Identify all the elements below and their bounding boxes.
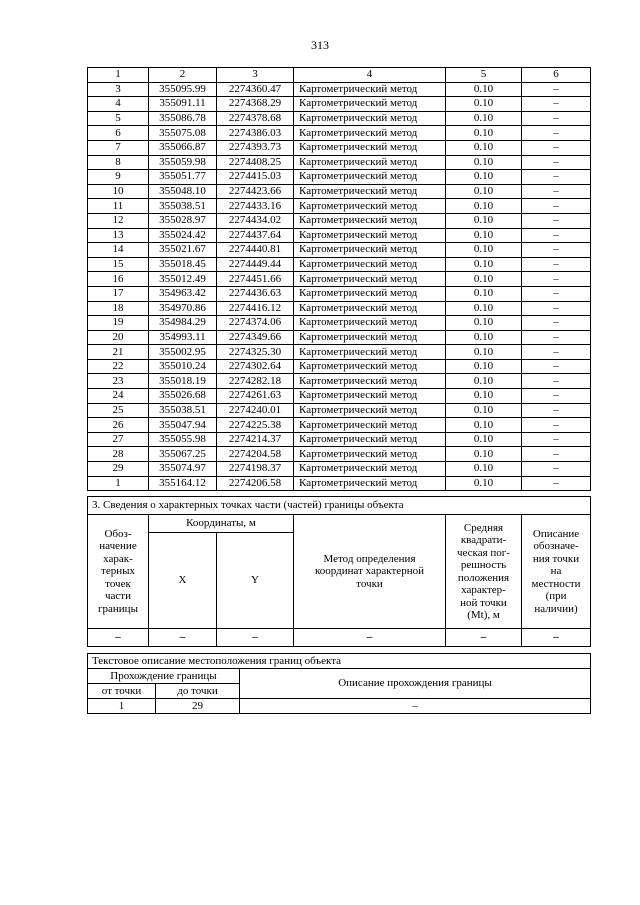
table-row [88, 126, 591, 141]
text-description-title: Текстовое описание местоположения границ объекта [88, 654, 591, 669]
table-row [88, 286, 591, 301]
table-cell: 355026.68 [149, 389, 217, 404]
table-cell: 2274240.01 [217, 403, 294, 418]
table-cell: – [522, 476, 591, 491]
table-cell: 0.10 [446, 111, 522, 126]
table-cell: – [522, 462, 591, 477]
table-cell: 2274378.68 [217, 111, 294, 126]
table-row [88, 374, 591, 389]
table-row [88, 418, 591, 433]
table-cell: 355021.67 [149, 243, 217, 258]
point-designation-label: Обоз- начение харак- терных точек части границы [98, 527, 138, 615]
table-cell: 355024.42 [149, 228, 217, 243]
table-cell: 26 [88, 418, 149, 433]
table-cell: 2274374.06 [217, 316, 294, 331]
table-cell: 9 [88, 170, 149, 185]
table-cell: Картометрический метод [294, 359, 446, 374]
table-cell: Картометрический метод [294, 389, 446, 404]
table-cell: 5 [88, 111, 149, 126]
table-cell: 0.10 [446, 447, 522, 462]
table-cell: 0.10 [446, 462, 522, 477]
table-cell: – [522, 184, 591, 199]
table-cell: 2274225.38 [217, 418, 294, 433]
method-label: Метод определения координат характерной точки [315, 552, 424, 590]
table-cell: 0.10 [446, 432, 522, 447]
table-cell: Картометрический метод [294, 82, 446, 97]
table-cell: 355095.99 [149, 82, 217, 97]
table-cell: 355164.12 [149, 476, 217, 491]
table-cell: 355002.95 [149, 345, 217, 360]
table-cell: 0.10 [446, 301, 522, 316]
table-cell: Картометрический метод [294, 272, 446, 287]
method-header [294, 515, 446, 629]
table-row [88, 243, 591, 258]
table-row [88, 301, 591, 316]
table-cell: Картометрический метод [294, 213, 446, 228]
table-cell: 0.10 [446, 403, 522, 418]
table-cell: Картометрический метод [294, 330, 446, 345]
table-cell: 16 [88, 272, 149, 287]
table-row [88, 82, 591, 97]
table-cell: Картометрический метод [294, 140, 446, 155]
table-cell: 2274368.29 [217, 97, 294, 112]
table-cell: 0.10 [446, 374, 522, 389]
table-cell: 0.10 [446, 213, 522, 228]
table-cell: – [522, 403, 591, 418]
table-cell: 22 [88, 359, 149, 374]
x-header: X [149, 533, 217, 629]
table-cell: – [522, 111, 591, 126]
table-cell: 17 [88, 286, 149, 301]
table-cell: 355074.97 [149, 462, 217, 477]
table-cell: – [522, 432, 591, 447]
table-cell: – [522, 140, 591, 155]
accuracy-label: Средняя квадрати- ческая пог- решность положения характер- ной точки (Mt), м [456, 521, 510, 621]
table-cell: – [522, 126, 591, 141]
table-cell: – [522, 170, 591, 185]
table-cell: Картометрический метод [294, 345, 446, 360]
table-cell: 0.10 [446, 316, 522, 331]
table-cell: 2274408.25 [217, 155, 294, 170]
coordinates-table-body [88, 82, 591, 491]
table-cell: – [522, 82, 591, 97]
table-cell: Картометрический метод [294, 126, 446, 141]
table-cell: – [522, 316, 591, 331]
table-cell: 0.10 [446, 199, 522, 214]
table-row [88, 462, 591, 477]
passage-description-header: Описание прохождения границы [240, 669, 591, 699]
table-cell: 2274214.37 [217, 432, 294, 447]
header-row [88, 68, 591, 83]
table-cell: 355047.94 [149, 418, 217, 433]
table-cell: 2274349.66 [217, 330, 294, 345]
table-cell: 2274204.58 [217, 447, 294, 462]
table-cell: – [522, 199, 591, 214]
table-cell: 355086.78 [149, 111, 217, 126]
dash-cell: – [446, 629, 522, 647]
table-cell: Картометрический метод [294, 403, 446, 418]
table-cell: 354984.29 [149, 316, 217, 331]
table-cell: 10 [88, 184, 149, 199]
table-row [88, 447, 591, 462]
table-cell: – [522, 228, 591, 243]
table-cell: 0.10 [446, 126, 522, 141]
table-cell: Картометрический метод [294, 374, 446, 389]
table-cell: 355055.98 [149, 432, 217, 447]
table-cell: Картометрический метод [294, 257, 446, 272]
table-row [88, 272, 591, 287]
table-cell: Картометрический метод [294, 447, 446, 462]
table-cell: – [522, 301, 591, 316]
table-cell: 355051.77 [149, 170, 217, 185]
page-number: 313 [311, 38, 329, 52]
coordinates-header: Координаты, м [149, 515, 294, 533]
table-cell: 21 [88, 345, 149, 360]
dash-cell: – [522, 629, 591, 647]
table-row [88, 359, 591, 374]
table-cell: 0.10 [446, 476, 522, 491]
table-cell: 15 [88, 257, 149, 272]
table-cell: 0.10 [446, 359, 522, 374]
table-cell: 29 [88, 462, 149, 477]
table-cell: – [522, 447, 591, 462]
table-row [88, 155, 591, 170]
table-cell: 355048.10 [149, 184, 217, 199]
table-cell: – [522, 359, 591, 374]
table-row [88, 97, 591, 112]
table-cell: 355018.19 [149, 374, 217, 389]
table-cell: Картометрический метод [294, 301, 446, 316]
table-cell: Картометрический метод [294, 199, 446, 214]
dash-cell: – [149, 629, 217, 647]
text-description-table [87, 653, 591, 714]
table-cell: 12 [88, 213, 149, 228]
table-cell: 2274386.03 [217, 126, 294, 141]
table-cell: 24 [88, 389, 149, 404]
to-point-value: 29 [156, 699, 240, 714]
table-cell: Картометрический метод [294, 155, 446, 170]
table-cell: 0.10 [446, 228, 522, 243]
from-point-header: от точки [88, 684, 156, 699]
table-cell: 354963.42 [149, 286, 217, 301]
table-cell: Картометрический метод [294, 170, 446, 185]
table-cell: Картометрический метод [294, 316, 446, 331]
from-point-value: 1 [88, 699, 156, 714]
table-cell: 2274302.64 [217, 359, 294, 374]
accuracy-header [446, 515, 522, 629]
table-row [88, 316, 591, 331]
dash-cell: – [294, 629, 446, 647]
section3-title: 3. Сведения о характерных точках части (частей) границы объекта [88, 497, 591, 515]
table-cell: – [522, 330, 591, 345]
table-cell: 2274449.44 [217, 257, 294, 272]
table-cell: 0.10 [446, 389, 522, 404]
description-label: Описание обозначе- ния точки на местности (при наличии) [531, 527, 581, 615]
table-cell: 355067.25 [149, 447, 217, 462]
table-row [88, 213, 591, 228]
table-cell: – [522, 155, 591, 170]
table-cell: 355018.45 [149, 257, 217, 272]
dash-cell: – [88, 629, 149, 647]
table-cell: Картометрический метод [294, 184, 446, 199]
table-cell: 355059.98 [149, 155, 217, 170]
table-cell: 0.10 [446, 345, 522, 360]
table-cell: 0.10 [446, 140, 522, 155]
table-cell: – [522, 374, 591, 389]
table-cell: 0.10 [446, 286, 522, 301]
y-header: Y [217, 533, 294, 629]
table-cell: – [522, 418, 591, 433]
table-cell: 355066.87 [149, 140, 217, 155]
table-cell: 19 [88, 316, 149, 331]
table-cell: 2274206.58 [217, 476, 294, 491]
table-cell: 28 [88, 447, 149, 462]
table-cell: 14 [88, 243, 149, 258]
table-cell: Картометрический метод [294, 243, 446, 258]
table-cell: 11 [88, 199, 149, 214]
table-row [88, 257, 591, 272]
table-cell: 0.10 [446, 184, 522, 199]
table-cell: – [522, 286, 591, 301]
table-cell: 1 [88, 476, 149, 491]
coordinates-table [87, 67, 591, 491]
table-row [88, 432, 591, 447]
table-cell: 2274282.18 [217, 374, 294, 389]
table-cell: 2274393.73 [217, 140, 294, 155]
table-row [88, 140, 591, 155]
table-cell: – [522, 272, 591, 287]
table-cell: Картометрический метод [294, 111, 446, 126]
table-cell: 2274451.66 [217, 272, 294, 287]
table-cell: 2274436.63 [217, 286, 294, 301]
table-cell: – [522, 257, 591, 272]
table-cell: 2274360.47 [217, 82, 294, 97]
table-cell: 355075.08 [149, 126, 217, 141]
table-cell: 2274437.64 [217, 228, 294, 243]
table-cell: 2274423.66 [217, 184, 294, 199]
table-cell: 355038.51 [149, 199, 217, 214]
table-cell: – [522, 243, 591, 258]
table-cell: 355012.49 [149, 272, 217, 287]
section3-table [87, 496, 591, 647]
table-cell: – [522, 213, 591, 228]
table-row [88, 228, 591, 243]
table-row [88, 403, 591, 418]
table-cell: 354970.86 [149, 301, 217, 316]
table-cell: 0.10 [446, 257, 522, 272]
table-cell: Картометрический метод [294, 228, 446, 243]
table-cell: 2274325.30 [217, 345, 294, 360]
table-cell: 0.10 [446, 418, 522, 433]
table-cell: 8 [88, 155, 149, 170]
header-cell: 3 [217, 68, 294, 83]
table-cell: Картометрический метод [294, 462, 446, 477]
table-cell: 0.10 [446, 330, 522, 345]
table-cell: Картометрический метод [294, 286, 446, 301]
table-cell: 18 [88, 301, 149, 316]
table-row [88, 111, 591, 126]
header-cell: 6 [522, 68, 591, 83]
table-cell: 2274198.37 [217, 462, 294, 477]
passage-header: Прохождение границы [88, 669, 240, 684]
table-cell: Картометрический метод [294, 418, 446, 433]
table-cell: 355028.97 [149, 213, 217, 228]
table-cell: Картометрический метод [294, 476, 446, 491]
table-cell: Картометрический метод [294, 432, 446, 447]
table-row [88, 184, 591, 199]
table-cell: 0.10 [446, 272, 522, 287]
table-row [88, 476, 591, 491]
table-cell: 355091.11 [149, 97, 217, 112]
table-cell: 25 [88, 403, 149, 418]
header-cell: 2 [149, 68, 217, 83]
table-row [88, 199, 591, 214]
table-cell: 0.10 [446, 155, 522, 170]
table-cell: 6 [88, 126, 149, 141]
dash-cell: – [217, 629, 294, 647]
table-cell: 2274415.03 [217, 170, 294, 185]
table-cell: 4 [88, 97, 149, 112]
point-designation-header [88, 515, 149, 629]
table-row [88, 345, 591, 360]
table-cell: 2274261.63 [217, 389, 294, 404]
table-cell: 20 [88, 330, 149, 345]
to-point-header: до точки [156, 684, 240, 699]
table-row [88, 330, 591, 345]
table-cell: 0.10 [446, 170, 522, 185]
table-cell: – [522, 97, 591, 112]
table-cell: 27 [88, 432, 149, 447]
header-cell: 4 [294, 68, 446, 83]
table-cell: – [522, 345, 591, 360]
table-cell: 2274433.16 [217, 199, 294, 214]
passage-description-value: – [240, 699, 591, 714]
table-cell: – [522, 389, 591, 404]
table-cell: 7 [88, 140, 149, 155]
table-cell: Картометрический метод [294, 97, 446, 112]
description-header [522, 515, 591, 629]
table-cell: 2274434.02 [217, 213, 294, 228]
header-cell: 5 [446, 68, 522, 83]
table-row [88, 170, 591, 185]
table-cell: 0.10 [446, 243, 522, 258]
table-cell: 0.10 [446, 97, 522, 112]
table-cell: 2274440.81 [217, 243, 294, 258]
table-cell: 2274416.12 [217, 301, 294, 316]
table-cell: 0.10 [446, 82, 522, 97]
table-cell: 13 [88, 228, 149, 243]
table-row [88, 389, 591, 404]
header-cell: 1 [88, 68, 149, 83]
table-cell: 3 [88, 82, 149, 97]
table-cell: 354993.11 [149, 330, 217, 345]
table-cell: 355038.51 [149, 403, 217, 418]
table-cell: 355010.24 [149, 359, 217, 374]
table-cell: 23 [88, 374, 149, 389]
